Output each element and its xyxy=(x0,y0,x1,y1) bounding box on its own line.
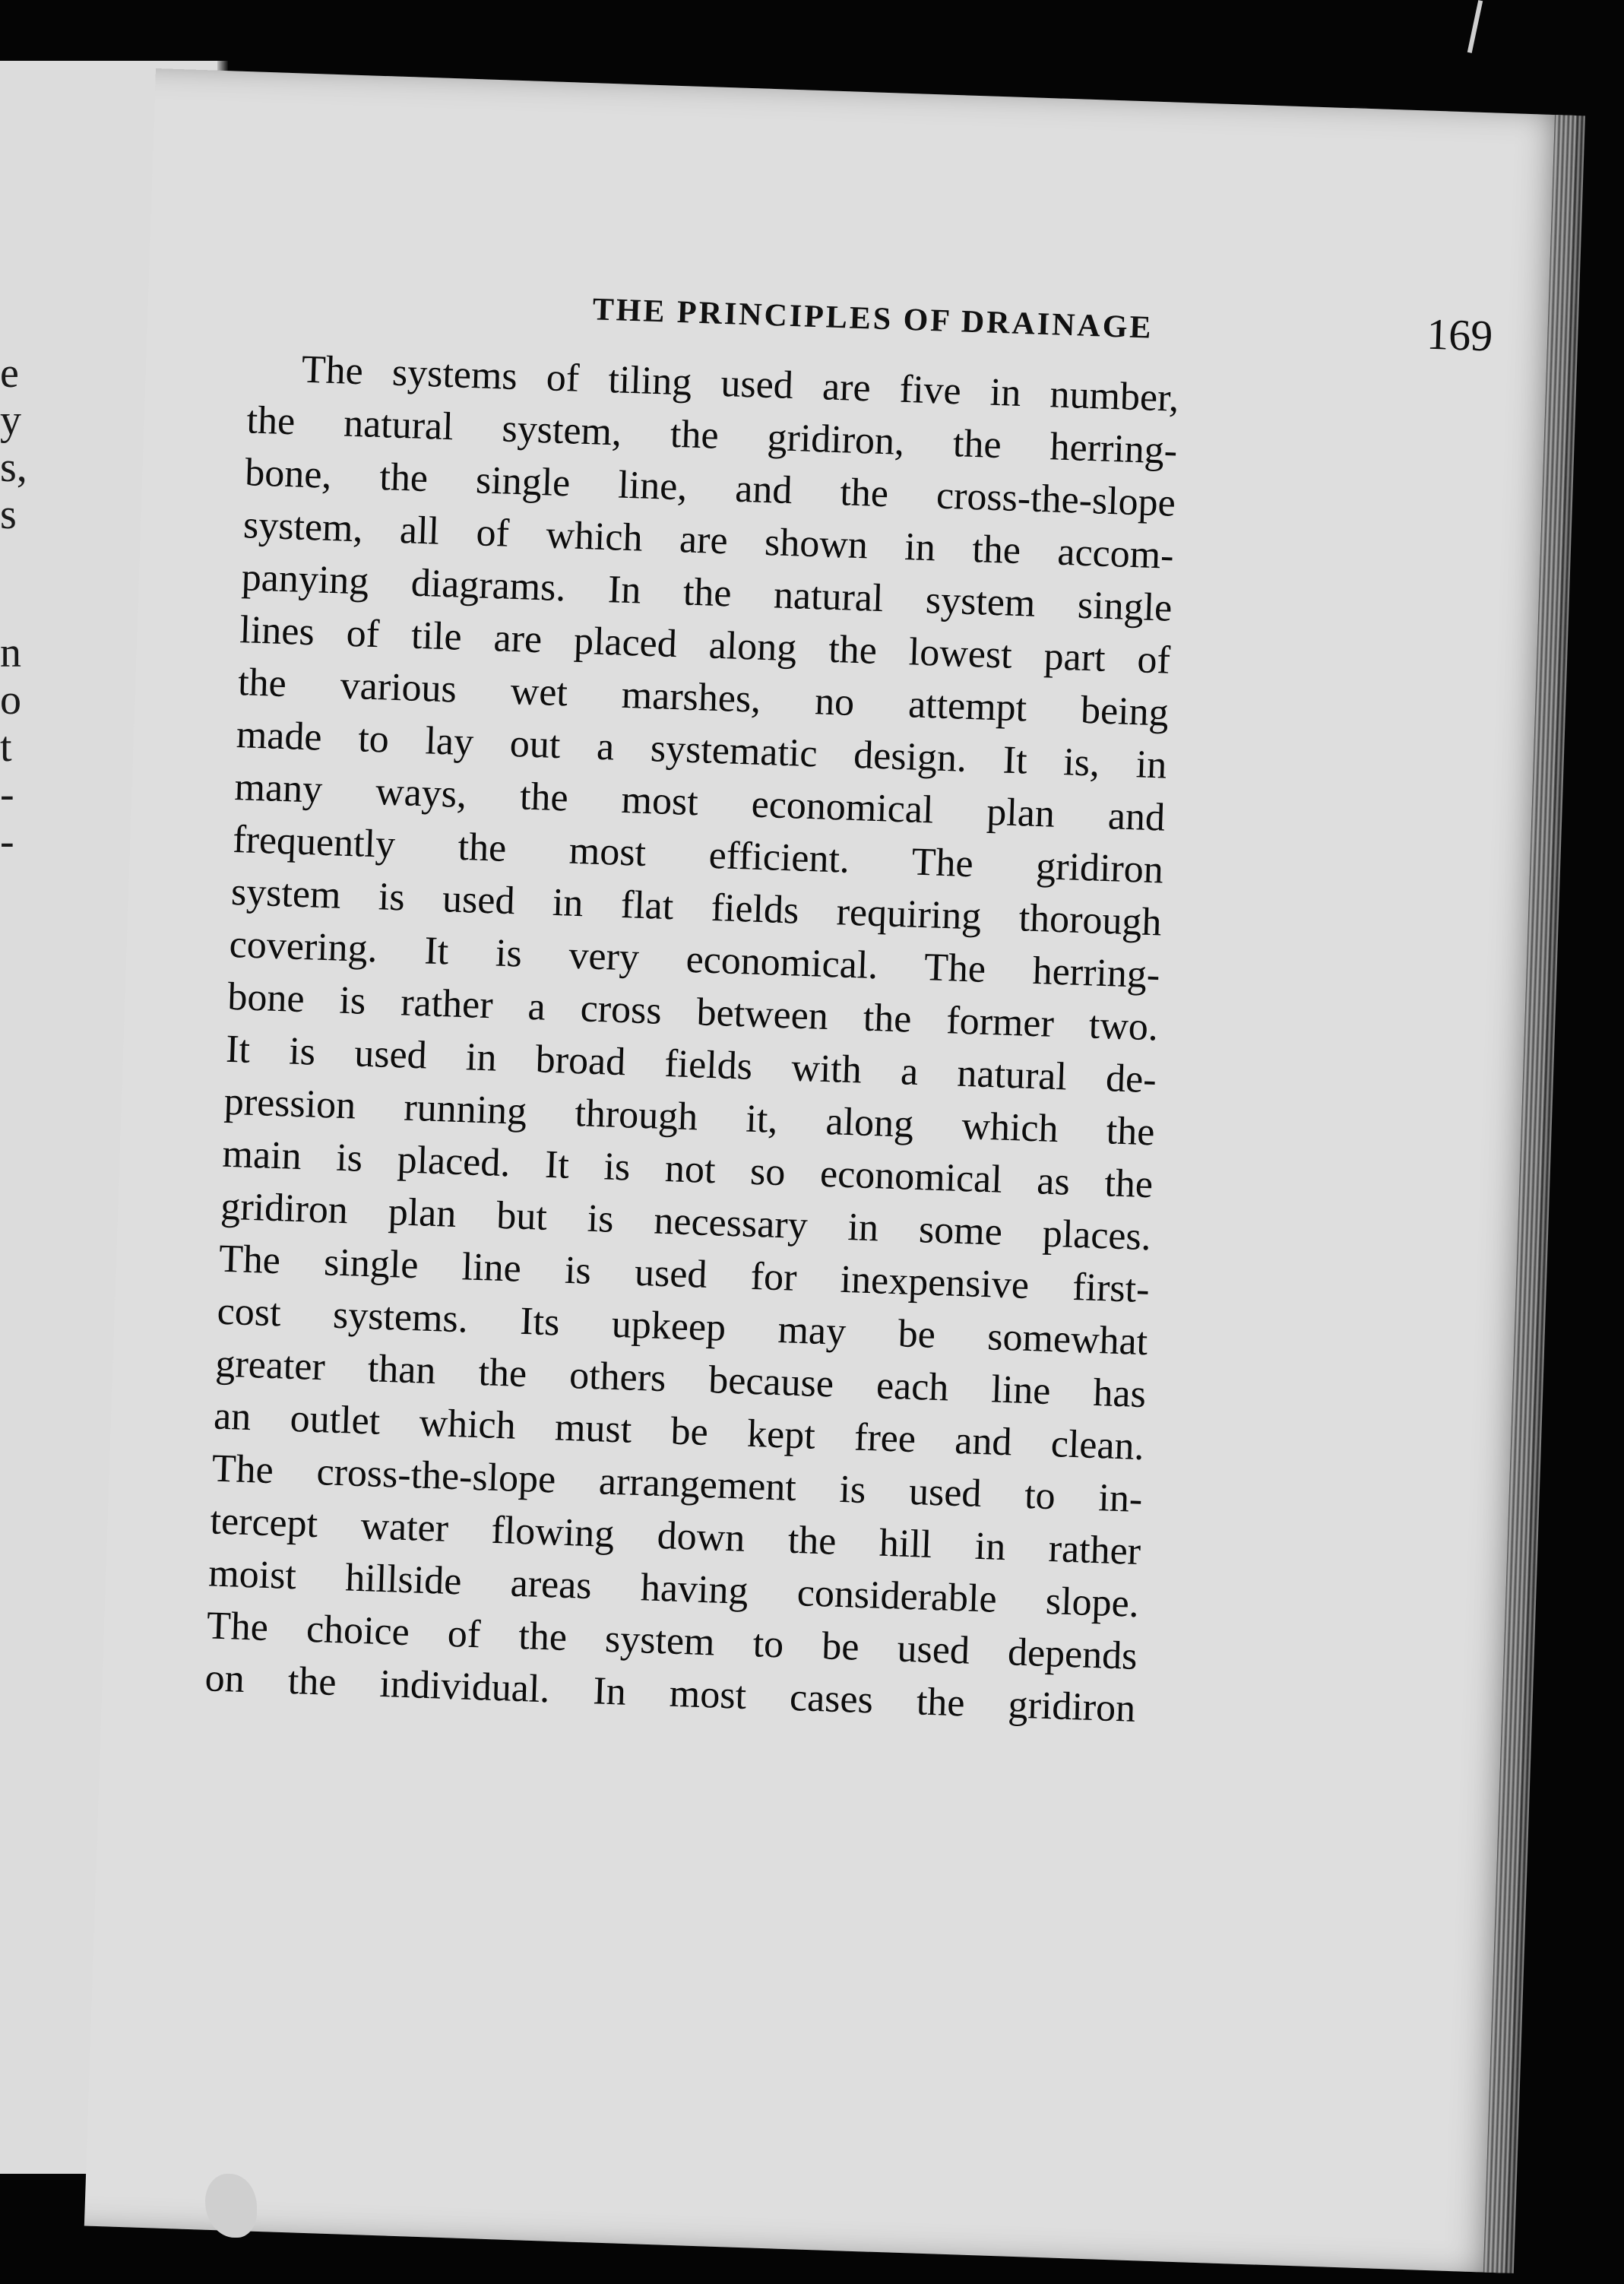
body-paragraph xyxy=(204,341,1180,1735)
edge-fragment: s xyxy=(0,491,17,538)
text-line: frequently the most efficient. The gridiron xyxy=(232,817,1164,892)
text-line: covering. It is very economical. The herring- xyxy=(228,922,1161,997)
text-line: system is used in flat fields requiring thorough xyxy=(230,870,1163,945)
text-line: The cross-the-slope arrangement is used to in- xyxy=(211,1446,1144,1522)
text-line: The choice of the system to be used depends xyxy=(206,1604,1138,1678)
edge-fragment: n xyxy=(0,629,21,676)
text-line: system, all of which are shown in the accom- xyxy=(242,503,1175,578)
text-line: an outlet which must be kept free and clean. xyxy=(213,1394,1145,1469)
text-line: The systems of tiling used are five in number, xyxy=(301,347,1180,420)
text-line: many ways, the most economical plan and xyxy=(233,765,1166,840)
edge-fragment: - xyxy=(0,818,14,865)
text-line: made to lay out a systematic design. It is, in xyxy=(236,713,1168,787)
text-line: bone, the single line, and the cross-the-slope xyxy=(244,451,1176,525)
text-line: tercept water flowing down the hill in rather xyxy=(209,1499,1141,1574)
text-line: It is used in broad fields with a natural de- xyxy=(225,1027,1157,1102)
text-line: on the individual. In most cases the gridiron xyxy=(204,1656,1137,1731)
text-line: greater than the others because each line has xyxy=(214,1342,1147,1417)
left-page-edge-text xyxy=(0,350,30,865)
edge-fragment: s, xyxy=(0,444,27,491)
text-line: The single line is used for inexpensive first- xyxy=(218,1237,1151,1312)
text-line: lines of tile are placed along the lowest part of xyxy=(239,608,1171,683)
text-line: the natural system, the gridiron, the herring- xyxy=(245,398,1178,473)
book-page xyxy=(84,68,1576,2273)
text-line: panying diagrams. In the natural system single xyxy=(240,556,1173,630)
text-line: cost systems. Its upkeep may be somewhat xyxy=(216,1289,1149,1364)
running-head-title: THE PRINCIPLES OF DRAINAGE xyxy=(592,292,1154,346)
text-line: moist hillside areas having considerable slope. xyxy=(207,1551,1140,1626)
text-line: main is placed. It is not so economical as the xyxy=(221,1132,1154,1207)
edge-fragment: y xyxy=(0,397,21,444)
page-number: 169 xyxy=(1426,309,1494,361)
page-edge-stack xyxy=(1483,115,1585,2273)
text-line: pression running through it, along which the xyxy=(223,1079,1156,1155)
edge-fragment: e xyxy=(0,350,19,397)
edge-fragment: - xyxy=(0,771,14,818)
edge-gap xyxy=(0,538,30,629)
edge-fragment: t xyxy=(0,724,12,771)
scan-artifact xyxy=(1467,0,1483,53)
text-line: gridiron plan but is necessary in some places. xyxy=(220,1184,1152,1259)
edge-fragment: o xyxy=(0,676,21,724)
text-line: bone is rather a cross between the former two. xyxy=(226,974,1159,1050)
text-line: the various wet marshes, no attempt being xyxy=(237,660,1170,735)
